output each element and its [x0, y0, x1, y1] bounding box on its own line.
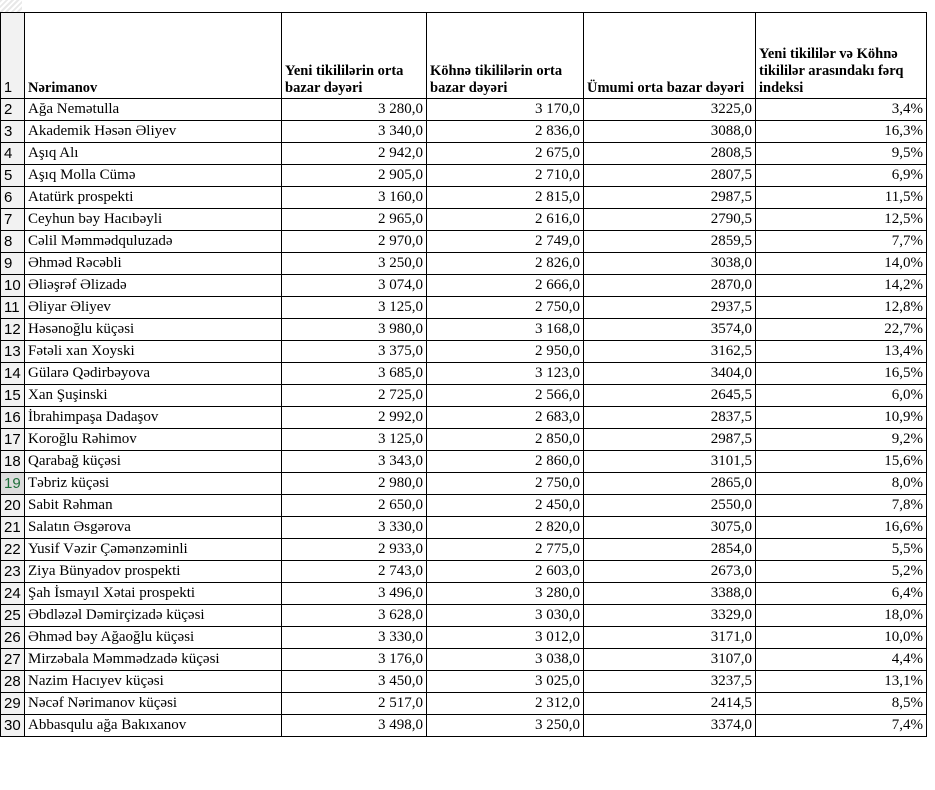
- street-name-cell[interactable]: Təbriz küçəsi: [25, 473, 282, 495]
- row-number[interactable]: 29: [1, 693, 25, 715]
- difference-index-cell[interactable]: 18,0%: [756, 605, 927, 627]
- total-price-cell[interactable]: 3162,5: [584, 341, 756, 363]
- street-name-cell[interactable]: Nəcəf Nərimanov küçəsi: [25, 693, 282, 715]
- old-price-cell[interactable]: 2 750,0: [427, 473, 584, 495]
- table-row: [1, 341, 927, 363]
- street-name-cell[interactable]: Qarabağ küçəsi: [25, 451, 282, 473]
- new-price-cell[interactable]: 2 965,0: [282, 209, 427, 231]
- street-name-cell[interactable]: İbrahimpaşa Dadaşov: [25, 407, 282, 429]
- difference-index-cell[interactable]: 4,4%: [756, 649, 927, 671]
- old-price-cell[interactable]: 2 603,0: [427, 561, 584, 583]
- total-price-cell[interactable]: 3107,0: [584, 649, 756, 671]
- table-row: [1, 231, 927, 253]
- old-price-cell[interactable]: 3 030,0: [427, 605, 584, 627]
- total-price-cell[interactable]: 2645,5: [584, 385, 756, 407]
- difference-index-cell[interactable]: 3,4%: [756, 99, 927, 121]
- row-number[interactable]: 28: [1, 671, 25, 693]
- table-row: [1, 561, 927, 583]
- new-price-cell[interactable]: 2 725,0: [282, 385, 427, 407]
- row-number[interactable]: 7: [1, 209, 25, 231]
- new-price-cell[interactable]: 2 980,0: [282, 473, 427, 495]
- total-price-cell[interactable]: 3225,0: [584, 99, 756, 121]
- new-price-cell[interactable]: 3 498,0: [282, 715, 427, 737]
- old-price-cell[interactable]: 2 860,0: [427, 451, 584, 473]
- row-number[interactable]: 26: [1, 627, 25, 649]
- table-row: [1, 407, 927, 429]
- difference-index-cell[interactable]: 7,7%: [756, 231, 927, 253]
- row-number[interactable]: 16: [1, 407, 25, 429]
- new-price-cell[interactable]: 3 496,0: [282, 583, 427, 605]
- new-price-cell[interactable]: 2 650,0: [282, 495, 427, 517]
- total-price-cell[interactable]: 3075,0: [584, 517, 756, 539]
- table-row: [1, 385, 927, 407]
- total-price-cell[interactable]: 3038,0: [584, 253, 756, 275]
- difference-index-cell[interactable]: 8,5%: [756, 693, 927, 715]
- total-price-cell[interactable]: 2937,5: [584, 297, 756, 319]
- old-price-cell[interactable]: 2 850,0: [427, 429, 584, 451]
- old-price-cell[interactable]: 2 815,0: [427, 187, 584, 209]
- table-row: [1, 187, 927, 209]
- street-name-cell[interactable]: Gülarə Qədirbəyova: [25, 363, 282, 385]
- old-price-cell[interactable]: 2 836,0: [427, 121, 584, 143]
- street-name-cell[interactable]: Fətəli xan Xoyski: [25, 341, 282, 363]
- old-price-cell[interactable]: 2 749,0: [427, 231, 584, 253]
- total-price-cell[interactable]: 2870,0: [584, 275, 756, 297]
- total-price-cell[interactable]: 3329,0: [584, 605, 756, 627]
- row-number[interactable]: 25: [1, 605, 25, 627]
- table-row: [1, 121, 927, 143]
- table-row: [1, 363, 927, 385]
- old-price-cell[interactable]: 2 775,0: [427, 539, 584, 561]
- header-row: [1, 13, 927, 99]
- row-number[interactable]: 11: [1, 297, 25, 319]
- street-name-cell[interactable]: Salatın Əsgərova: [25, 517, 282, 539]
- row-number[interactable]: 19: [1, 473, 25, 495]
- row-number[interactable]: 23: [1, 561, 25, 583]
- old-price-cell[interactable]: 2 312,0: [427, 693, 584, 715]
- new-price-cell[interactable]: 3 628,0: [282, 605, 427, 627]
- row-number[interactable]: 22: [1, 539, 25, 561]
- new-price-cell[interactable]: 3 125,0: [282, 297, 427, 319]
- total-price-cell[interactable]: 2790,5: [584, 209, 756, 231]
- row-number[interactable]: 14: [1, 363, 25, 385]
- street-name-cell[interactable]: Ağa Nemətulla: [25, 99, 282, 121]
- row-number[interactable]: 27: [1, 649, 25, 671]
- new-price-cell[interactable]: 2 992,0: [282, 407, 427, 429]
- difference-index-cell[interactable]: 9,5%: [756, 143, 927, 165]
- total-price-cell[interactable]: 2987,5: [584, 187, 756, 209]
- street-name-cell[interactable]: Abbasqulu ağa Bakıxanov: [25, 715, 282, 737]
- table-row: [1, 99, 927, 121]
- row-number[interactable]: 30: [1, 715, 25, 737]
- difference-index-cell[interactable]: 5,2%: [756, 561, 927, 583]
- header-total-average-price[interactable]: Ümumi orta bazar dəyəri: [584, 13, 756, 99]
- row-number[interactable]: 24: [1, 583, 25, 605]
- difference-index-cell[interactable]: 22,7%: [756, 319, 927, 341]
- table-row: [1, 583, 927, 605]
- difference-index-cell[interactable]: 14,0%: [756, 253, 927, 275]
- old-price-cell[interactable]: 2 616,0: [427, 209, 584, 231]
- difference-index-cell[interactable]: 7,4%: [756, 715, 927, 737]
- street-name-cell[interactable]: Əliyar Əliyev: [25, 297, 282, 319]
- street-name-cell[interactable]: Ceyhun bəy Hacıbəyli: [25, 209, 282, 231]
- difference-index-cell[interactable]: 13,4%: [756, 341, 927, 363]
- street-name-cell[interactable]: Əbdləzəl Dəmirçizadə küçəsi: [25, 605, 282, 627]
- row-number[interactable]: 5: [1, 165, 25, 187]
- table-row: [1, 319, 927, 341]
- row-number[interactable]: 18: [1, 451, 25, 473]
- new-price-cell[interactable]: 3 160,0: [282, 187, 427, 209]
- table-row: [1, 473, 927, 495]
- total-price-cell[interactable]: 3101,5: [584, 451, 756, 473]
- old-price-cell[interactable]: 3 168,0: [427, 319, 584, 341]
- old-price-cell[interactable]: 3 280,0: [427, 583, 584, 605]
- total-price-cell[interactable]: 2859,5: [584, 231, 756, 253]
- difference-index-cell[interactable]: 15,6%: [756, 451, 927, 473]
- difference-index-cell[interactable]: 16,5%: [756, 363, 927, 385]
- row-number[interactable]: 21: [1, 517, 25, 539]
- row-number[interactable]: 3: [1, 121, 25, 143]
- old-price-cell[interactable]: 3 170,0: [427, 99, 584, 121]
- data-table: [0, 12, 927, 737]
- difference-index-cell[interactable]: 10,0%: [756, 627, 927, 649]
- new-price-cell[interactable]: 3 250,0: [282, 253, 427, 275]
- total-price-cell[interactable]: 3171,0: [584, 627, 756, 649]
- table-row: [1, 165, 927, 187]
- old-price-cell[interactable]: 2 450,0: [427, 495, 584, 517]
- street-name-cell[interactable]: Sabit Rəhman: [25, 495, 282, 517]
- row-number[interactable]: 12: [1, 319, 25, 341]
- difference-index-cell[interactable]: 10,9%: [756, 407, 927, 429]
- street-name-cell[interactable]: Akademik Həsən Əliyev: [25, 121, 282, 143]
- street-name-cell[interactable]: Xan Şuşinski: [25, 385, 282, 407]
- difference-index-cell[interactable]: 14,2%: [756, 275, 927, 297]
- new-price-cell[interactable]: 2 517,0: [282, 693, 427, 715]
- row-number[interactable]: 8: [1, 231, 25, 253]
- header-new-buildings-price[interactable]: Yeni tikililərin orta bazar dəyəri: [282, 13, 427, 99]
- street-name-cell[interactable]: Atatürk prospekti: [25, 187, 282, 209]
- table-row: [1, 671, 927, 693]
- table-row: [1, 649, 927, 671]
- new-price-cell[interactable]: 2 933,0: [282, 539, 427, 561]
- new-price-cell[interactable]: 3 280,0: [282, 99, 427, 121]
- total-price-cell[interactable]: 3404,0: [584, 363, 756, 385]
- difference-index-cell[interactable]: 9,2%: [756, 429, 927, 451]
- old-price-cell[interactable]: 2 675,0: [427, 143, 584, 165]
- total-price-cell[interactable]: 3088,0: [584, 121, 756, 143]
- old-price-cell[interactable]: 3 025,0: [427, 671, 584, 693]
- old-price-cell[interactable]: 2 950,0: [427, 341, 584, 363]
- table-row: [1, 297, 927, 319]
- row-number[interactable]: 17: [1, 429, 25, 451]
- table-row: [1, 495, 927, 517]
- total-price-cell[interactable]: 2837,5: [584, 407, 756, 429]
- difference-index-cell[interactable]: 12,8%: [756, 297, 927, 319]
- new-price-cell[interactable]: 3 330,0: [282, 627, 427, 649]
- row-number[interactable]: 13: [1, 341, 25, 363]
- header-street-name[interactable]: Nərimanov: [25, 13, 282, 99]
- total-price-cell[interactable]: 2987,5: [584, 429, 756, 451]
- street-name-cell[interactable]: Əhməd bəy Ağaoğlu küçəsi: [25, 627, 282, 649]
- new-price-cell[interactable]: 2 942,0: [282, 143, 427, 165]
- total-price-cell[interactable]: 2865,0: [584, 473, 756, 495]
- difference-index-cell[interactable]: 6,4%: [756, 583, 927, 605]
- row-number[interactable]: 10: [1, 275, 25, 297]
- street-name-cell[interactable]: Ziya Bünyadov prospekti: [25, 561, 282, 583]
- street-name-cell[interactable]: Əhməd Rəcəbli: [25, 253, 282, 275]
- new-price-cell[interactable]: 3 330,0: [282, 517, 427, 539]
- old-price-cell[interactable]: 2 566,0: [427, 385, 584, 407]
- total-price-cell[interactable]: 3237,5: [584, 671, 756, 693]
- row-number[interactable]: 1: [1, 13, 25, 99]
- table-row: [1, 451, 927, 473]
- table-row: [1, 143, 927, 165]
- table-row: [1, 539, 927, 561]
- total-price-cell[interactable]: 2414,5: [584, 693, 756, 715]
- difference-index-cell[interactable]: 16,6%: [756, 517, 927, 539]
- new-price-cell[interactable]: 2 743,0: [282, 561, 427, 583]
- new-price-cell[interactable]: 3 980,0: [282, 319, 427, 341]
- street-name-cell[interactable]: Həsənoğlu küçəsi: [25, 319, 282, 341]
- street-name-cell[interactable]: Cəlil Məmmədquluzadə: [25, 231, 282, 253]
- difference-index-cell[interactable]: 6,9%: [756, 165, 927, 187]
- table-row: [1, 517, 927, 539]
- difference-index-cell[interactable]: 6,0%: [756, 385, 927, 407]
- old-price-cell[interactable]: 2 750,0: [427, 297, 584, 319]
- total-price-cell[interactable]: 2808,5: [584, 143, 756, 165]
- new-price-cell[interactable]: 2 970,0: [282, 231, 427, 253]
- new-price-cell[interactable]: 2 905,0: [282, 165, 427, 187]
- new-price-cell[interactable]: 3 685,0: [282, 363, 427, 385]
- new-price-cell[interactable]: 3 375,0: [282, 341, 427, 363]
- old-price-cell[interactable]: 2 820,0: [427, 517, 584, 539]
- difference-index-cell[interactable]: 13,1%: [756, 671, 927, 693]
- total-price-cell[interactable]: 3374,0: [584, 715, 756, 737]
- difference-index-cell[interactable]: 12,5%: [756, 209, 927, 231]
- table-row: [1, 429, 927, 451]
- difference-index-cell[interactable]: 5,5%: [756, 539, 927, 561]
- difference-index-cell[interactable]: 8,0%: [756, 473, 927, 495]
- row-number[interactable]: 20: [1, 495, 25, 517]
- old-price-cell[interactable]: 2 666,0: [427, 275, 584, 297]
- table-row: [1, 605, 927, 627]
- header-old-buildings-price[interactable]: Köhnə tikililərin orta bazar dəyəri: [427, 13, 584, 99]
- difference-index-cell[interactable]: 11,5%: [756, 187, 927, 209]
- row-number[interactable]: 2: [1, 99, 25, 121]
- total-price-cell[interactable]: 2854,0: [584, 539, 756, 561]
- total-price-cell[interactable]: 3574,0: [584, 319, 756, 341]
- new-price-cell[interactable]: 3 074,0: [282, 275, 427, 297]
- total-price-cell[interactable]: 2807,5: [584, 165, 756, 187]
- new-price-cell[interactable]: 3 340,0: [282, 121, 427, 143]
- street-name-cell[interactable]: Nazim Hacıyev küçəsi: [25, 671, 282, 693]
- street-name-cell[interactable]: Mirzəbala Məmmədzadə küçəsi: [25, 649, 282, 671]
- difference-index-cell[interactable]: 7,8%: [756, 495, 927, 517]
- new-price-cell[interactable]: 3 125,0: [282, 429, 427, 451]
- row-number[interactable]: 15: [1, 385, 25, 407]
- total-price-cell[interactable]: 2673,0: [584, 561, 756, 583]
- table-row: [1, 209, 927, 231]
- table-row: [1, 715, 927, 737]
- new-price-cell[interactable]: 3 450,0: [282, 671, 427, 693]
- total-price-cell[interactable]: 3388,0: [584, 583, 756, 605]
- old-price-cell[interactable]: 3 123,0: [427, 363, 584, 385]
- header-difference-index[interactable]: Yeni tikililər və Köhnə tikililər arasındakı fərq indeksi: [756, 13, 927, 99]
- table-row: [1, 693, 927, 715]
- row-number[interactable]: 4: [1, 143, 25, 165]
- street-name-cell[interactable]: Əliəşrəf Əlizadə: [25, 275, 282, 297]
- row-number[interactable]: 6: [1, 187, 25, 209]
- street-name-cell[interactable]: Aşıq Alı: [25, 143, 282, 165]
- old-price-cell[interactable]: 2 710,0: [427, 165, 584, 187]
- new-price-cell[interactable]: 3 176,0: [282, 649, 427, 671]
- old-price-cell[interactable]: 2 826,0: [427, 253, 584, 275]
- table-row: [1, 253, 927, 275]
- old-price-cell[interactable]: 3 012,0: [427, 627, 584, 649]
- old-price-cell[interactable]: 3 038,0: [427, 649, 584, 671]
- old-price-cell[interactable]: 3 250,0: [427, 715, 584, 737]
- table-row: [1, 275, 927, 297]
- total-price-cell[interactable]: 2550,0: [584, 495, 756, 517]
- difference-index-cell[interactable]: 16,3%: [756, 121, 927, 143]
- row-number[interactable]: 9: [1, 253, 25, 275]
- street-name-cell[interactable]: Yusif Vəzir Çəmənzəminli: [25, 539, 282, 561]
- table-row: [1, 627, 927, 649]
- sheet-corner[interactable]: [0, 0, 22, 12]
- old-price-cell[interactable]: 2 683,0: [427, 407, 584, 429]
- street-name-cell[interactable]: Koroğlu Rəhimov: [25, 429, 282, 451]
- new-price-cell[interactable]: 3 343,0: [282, 451, 427, 473]
- street-name-cell[interactable]: Şah İsmayıl Xətai prospekti: [25, 583, 282, 605]
- street-name-cell[interactable]: Aşıq Molla Cümə: [25, 165, 282, 187]
